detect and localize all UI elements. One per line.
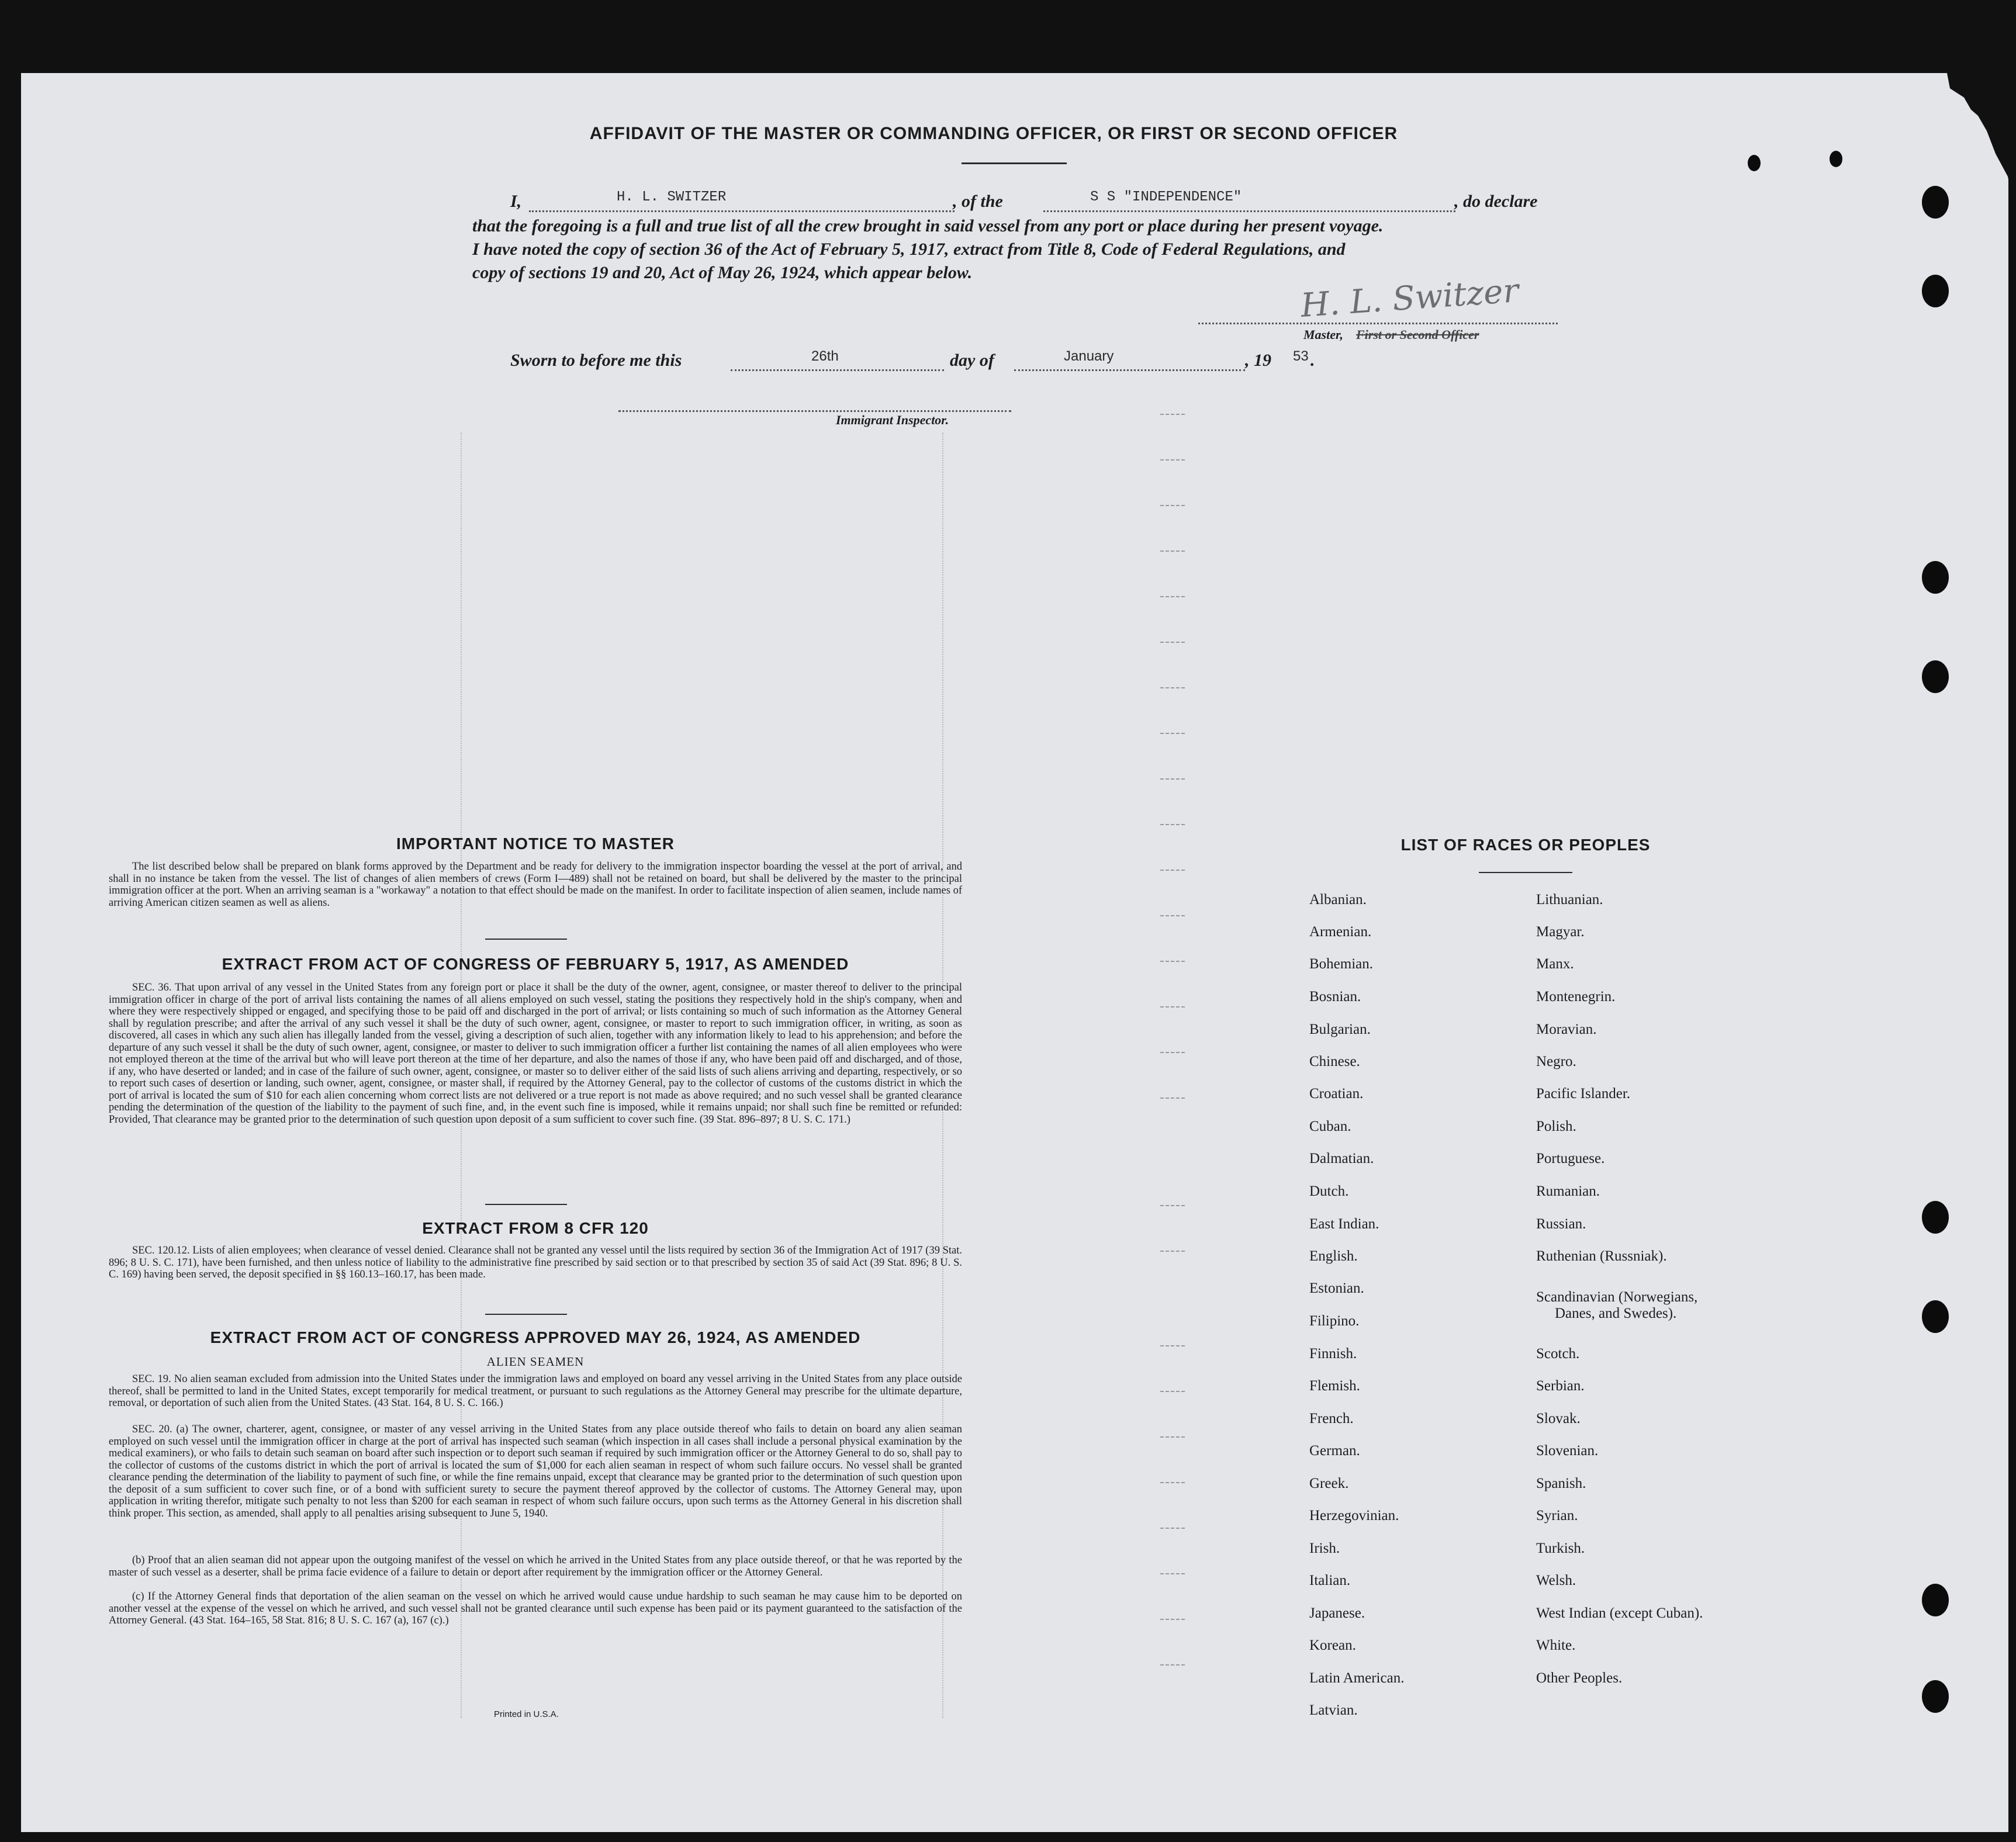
race-item: Croatian. <box>1309 1086 1364 1102</box>
extract-1924-sec20b: (b) Proof that an alien seaman did not appear upon the outgoing manifest of the vessel on which he arrived in the United States from any place outside thereof, or that he was reported by the master of such vessel as a deserter, shall be prima facie evidence of a failure to detain or deport after requirement by the immigration officer or the Attorney General. <box>109 1554 962 1578</box>
race-item: Russian. <box>1536 1216 1586 1232</box>
dash-mark <box>1160 915 1185 916</box>
race-item: Scotch. <box>1536 1346 1580 1362</box>
punch-hole <box>1922 186 1949 219</box>
race-item: Flemish. <box>1309 1378 1360 1394</box>
race-item: Latvian. <box>1309 1702 1358 1718</box>
punch-hole <box>1830 151 1842 167</box>
extract-1924-sec20c: (c) If the Attorney General finds that deportation of the alien seaman on the vessel on which he arrived would cause undue hardship to such seaman he may cause him to be deported on another vessel at the expense of the vessel on which he arrived, and such vessel shall not be granted clearance until such expense has been paid or its payment guaranteed to the satisfaction of the Attorney General. (43 Stat. 164–165, 58 Stat. 816; 8 U. S. C. 167 (a), 167 (c).) <box>109 1591 962 1626</box>
race-item: Syrian. <box>1536 1508 1578 1524</box>
dash-mark <box>1160 687 1185 688</box>
year-suffix: . <box>1310 351 1315 370</box>
sworn-month-field <box>1014 351 1245 371</box>
dash-mark <box>1160 1052 1185 1053</box>
dash-mark <box>1160 414 1185 415</box>
race-item: Dalmatian. <box>1309 1151 1374 1166</box>
section-rule <box>485 1314 567 1315</box>
race-item: Lithuanian. <box>1536 892 1603 908</box>
declaration-line-2: that the foregoing is a full and true list of all the crew brought in said vessel from any port or place during her present voyage. <box>472 216 1384 236</box>
punch-hole <box>1922 1201 1949 1234</box>
race-item: English. <box>1309 1248 1358 1264</box>
signature-caption-master: Master, <box>1303 327 1343 342</box>
sworn-year-value: 53 <box>1293 348 1309 364</box>
inspector-caption: Immigrant Inspector. <box>836 413 949 427</box>
dash-mark <box>1160 1482 1185 1483</box>
punch-hole <box>1922 1584 1949 1616</box>
race-item: Chinese. <box>1309 1054 1360 1069</box>
signature-caption-struck: First or Second Officer <box>1356 327 1479 342</box>
race-item: Herzegovinian. <box>1309 1508 1399 1524</box>
dash-mark <box>1160 870 1185 871</box>
race-item: Bosnian. <box>1309 989 1361 1005</box>
extract-1924-title: EXTRACT FROM ACT OF CONGRESS APPROVED MAY 26, 1924, AS AMENDED <box>210 1328 861 1346</box>
extract-1924-sec20a: SEC. 20. (a) The owner, charterer, agent, consignee, or master of any vessel arriving in the United States from any place outside thereof who fails to detain on board any alien seaman employed on such vessel until the immigration officer in charge at the port of arrival has inspected such seaman (which inspection in all cases shall include a personal physical examination by the medical examiners), or who fails to detain such seaman on board after such inspection or to deport such seaman if required by such immigration officer or the Attorney General to do so, shall pay to the collector of customs of the customs district in which the port of arrival is located the sum of $1,000 for each alien seaman in respect of whom such failure occurs. No vessel shall be granted clearance pending the determination of the liability to payment of such fine, or while the fine remains unpaid, except that clearance may be granted prior to the determination of such question upon the deposit of a sum sufficient to cover such fine, or of a bond with sufficient surety to secure the payment thereof approved by the collector of customs. The Attorney General may, upon application in writing therefor, mitigate such penalty to not less than $200 for each seaman in respect of whom such failure occurs, upon such terms as the Attorney General in his discretion shall think proper. This section, as amended, shall apply to all penalties arising subsequent to June 5, 1940. <box>109 1424 962 1519</box>
race-item: Pacific Islander. <box>1536 1086 1631 1102</box>
dash-mark <box>1160 1251 1185 1252</box>
dash-mark <box>1160 1619 1185 1620</box>
declaration-line-3: I have noted the copy of section 36 of the Act of February 5, 1917, extract from Title 8, Code of Federal Regulations, and <box>472 240 1346 259</box>
punch-hole <box>1922 275 1949 307</box>
dash-mark <box>1160 1006 1185 1007</box>
declaration-line-4: copy of sections 19 and 20, Act of May 26, 1924, which appear below. <box>472 263 973 282</box>
dash-mark <box>1160 459 1185 460</box>
race-item: Turkish. <box>1536 1540 1585 1556</box>
title-rule <box>962 162 1067 164</box>
race-item: Irish. <box>1309 1540 1340 1556</box>
master-name-value: H. L. SWITZER <box>617 189 727 205</box>
race-item: Negro. <box>1536 1054 1576 1069</box>
extract-8cfr-text: SEC. 120.12. Lists of alien employees; when clearance of vessel denied. Clearance shall not be granted any vessel until the lists required by section 36 of the Immigration Act of 1917 (39 Stat. 896; 8 U. S. C. 171), have been furnished, and then unless notice of liability to the administrative fine prescribed by said section or to that prescribed by section 35 of said Act (39 Stat. 896; 8 U. S. C. 169) having been served, the deposit specified in §§ 160.13–160.17, has been made. <box>109 1245 962 1280</box>
race-item: German. <box>1309 1443 1360 1459</box>
race-item: Spanish. <box>1536 1476 1586 1491</box>
declaration-prefix: I, <box>510 192 522 211</box>
year-prefix: , 19 <box>1245 351 1271 370</box>
race-item: Polish. <box>1536 1119 1576 1134</box>
sworn-day-value: 26th <box>811 348 839 364</box>
race-item: Slovak. <box>1536 1411 1581 1426</box>
race-item: Dutch. <box>1309 1183 1349 1199</box>
race-item: Japanese. <box>1309 1605 1365 1621</box>
race-item: Bohemian. <box>1309 956 1374 972</box>
race-item: Portuguese. <box>1536 1151 1605 1166</box>
do-declare-label: , do declare <box>1454 192 1538 211</box>
race-item: Bulgarian. <box>1309 1022 1371 1037</box>
race-item: Albanian. <box>1309 892 1367 908</box>
race-item: White. <box>1536 1637 1576 1653</box>
race-item: French. <box>1309 1411 1354 1426</box>
race-item: Estonian. <box>1309 1280 1364 1296</box>
race-item: Filipino. <box>1309 1313 1360 1329</box>
race-item: Latin American. <box>1309 1670 1405 1686</box>
notice-text: The list described below shall be prepared on blank forms approved by the Department and be ready for delivery to the immigration inspector boarding the vessel at the port of arrival, and shall in no instance be taken from the vessel. The list of changes of alien members of crews (Form I—489) shall not be retained on board, but shall be delivered by the master to the principal immigration officer at the port. When an arriving seaman is a "workaway" a notation to that effect should be made on the manifest. In order to facilitate inspection of alien seamen, include names of arriving American citizen seamen as well as aliens. <box>109 861 962 909</box>
dash-mark <box>1160 1573 1185 1574</box>
dash-mark <box>1160 596 1185 597</box>
extract-8cfr-title: EXTRACT FROM 8 CFR 120 <box>422 1219 649 1237</box>
races-title-rule <box>1479 872 1572 873</box>
race-item: Other Peoples. <box>1536 1670 1623 1686</box>
section-rule <box>485 939 567 940</box>
dash-mark <box>1160 778 1185 780</box>
race-item: Danes, and Swedes). <box>1555 1306 1677 1321</box>
race-item: West Indian (except Cuban). <box>1536 1605 1703 1621</box>
punch-hole <box>1922 1300 1949 1333</box>
dash-mark <box>1160 1391 1185 1392</box>
dash-mark <box>1160 1097 1185 1099</box>
race-item: Ruthenian (Russniak). <box>1536 1248 1667 1264</box>
printed-in-usa: Printed in U.S.A. <box>494 1709 559 1719</box>
dash-mark <box>1160 824 1185 825</box>
race-item: Magyar. <box>1536 924 1585 940</box>
race-item: Armenian. <box>1309 924 1372 940</box>
dash-mark <box>1160 550 1185 552</box>
section-rule <box>485 1204 567 1205</box>
race-item: Moravian. <box>1536 1022 1597 1037</box>
dash-mark <box>1160 505 1185 506</box>
race-item: Finnish. <box>1309 1346 1357 1362</box>
extract-1917-text: SEC. 36. That upon arrival of any vessel in the United States from any foreign port or place it shall be the duty of the owner, agent, consignee, or master thereof to deliver to the principal immigration officer in charge of the port of arrival lists containing the names of all aliens employed on such vessel, stating the positions they respectively hold in the ship's company, when and where they were respectively shipped or engaged, and specifying those to be paid off and discharged in the port of arrival; or lists containing so much of such information as the Attorney General shall by regulation prescribe; and after the arrival of any such vessel it shall be the duty of such owner, agent, consignee, or master to report to such immigration officer, in writing, as soon as discovered, all cases in which any such alien has illegally landed from the vessel, giving a description of such alien, together with any information likely to lead to his apprehension; and before the departure of any such vessel it shall be the duty of such owner, agent, consignee, or master to deliver to such immigration officer a further list containing the names of all alien employees who were not employed thereon at the time of the arrival but who will leave port thereon at the time of her departure, and also the names of those if any, who have been paid off and discharged, and of those, if any, who have deserted or landed; and in case of the failure of such owner, agent, consignee, or master so to deliver either of the said lists of such aliens arriving and departing, respectively, or so to report such cases of desertion or landing, such owner, agent, consignee, or master shall, if required by the Attorney General, pay to the collector of customs of the customs district in which the port of arrival is located the sum of $10 for each alien concerning whom correct lists are not delivered or a true report is not made as above required; and no such vessel shall be granted clearance pending the determination of the question of the liability to the payment of such fine, and, in the event such fine is imposed, while it remains unpaid; nor shall such fine be remitted or refunded: Provided, That clearance may be granted prior to the determination of such question upon deposit of a sum sufficient to cover such fine. (39 Stat. 896–897; 8 U. S. C. 171.) <box>109 982 962 1126</box>
race-item: Rumanian. <box>1536 1183 1600 1199</box>
master-name-field <box>529 192 955 212</box>
extract-1924-sec19: SEC. 19. No alien seaman excluded from admission into the United States under the immigration laws and employed on board any vessel arriving in the United States from any place outside thereof, shall be permitted to land in the United States, except temporarily for medical treatment, or pursuant to such regulations as the Attorney General may prescribe for the ultimate departure, removal, or deportation of such alien from the United States. (43 Stat. 164, 8 U. S. C. 166.) <box>109 1373 962 1409</box>
race-item: Manx. <box>1536 956 1574 972</box>
vessel-name-value: S S "INDEPENDENCE" <box>1090 189 1242 205</box>
dash-mark <box>1160 1664 1185 1666</box>
extract-1917-title: EXTRACT FROM ACT OF CONGRESS OF FEBRUARY 5, 1917, AS AMENDED <box>222 955 849 973</box>
race-item: Korean. <box>1309 1637 1356 1653</box>
race-item: Welsh. <box>1536 1573 1576 1588</box>
punch-hole <box>1922 1680 1949 1713</box>
race-item: Italian. <box>1309 1573 1351 1588</box>
race-item: Greek. <box>1309 1476 1349 1491</box>
race-item: Montenegrin. <box>1536 989 1616 1005</box>
dash-mark <box>1160 1436 1185 1438</box>
notice-title: IMPORTANT NOTICE TO MASTER <box>396 835 675 853</box>
sworn-month-value: January <box>1064 348 1114 364</box>
dash-mark <box>1160 1528 1185 1529</box>
races-title: LIST OF RACES OR PEOPLES <box>1401 836 1651 854</box>
dash-mark <box>1160 1205 1185 1206</box>
punch-hole <box>1922 561 1949 594</box>
race-item: Serbian. <box>1536 1378 1585 1394</box>
race-item: East Indian. <box>1309 1216 1379 1232</box>
dash-mark <box>1160 733 1185 734</box>
extract-1924-subtitle: ALIEN SEAMEN <box>486 1355 585 1369</box>
punch-hole <box>1748 155 1761 171</box>
dash-mark <box>1160 961 1185 962</box>
punch-hole <box>1922 660 1949 693</box>
day-of-label: day of <box>950 351 994 370</box>
race-item: Slovenian. <box>1536 1443 1599 1459</box>
race-item: Scandinavian (Norwegians, <box>1536 1289 1698 1305</box>
dash-mark <box>1160 1345 1185 1346</box>
sworn-prefix: Sworn to before me this <box>510 351 682 370</box>
dash-mark <box>1160 642 1185 643</box>
race-item: Cuban. <box>1309 1119 1351 1134</box>
inspector-signature-line <box>618 403 1011 412</box>
affidavit-title: AFFIDAVIT OF THE MASTER OR COMMANDING OFFICER, OR FIRST OR SECOND OFFICER <box>589 124 1398 143</box>
handwritten-signature: H. L. Switzer <box>1299 272 1520 325</box>
of-the-label: , of the <box>953 192 1003 211</box>
signature-line <box>1198 316 1558 324</box>
